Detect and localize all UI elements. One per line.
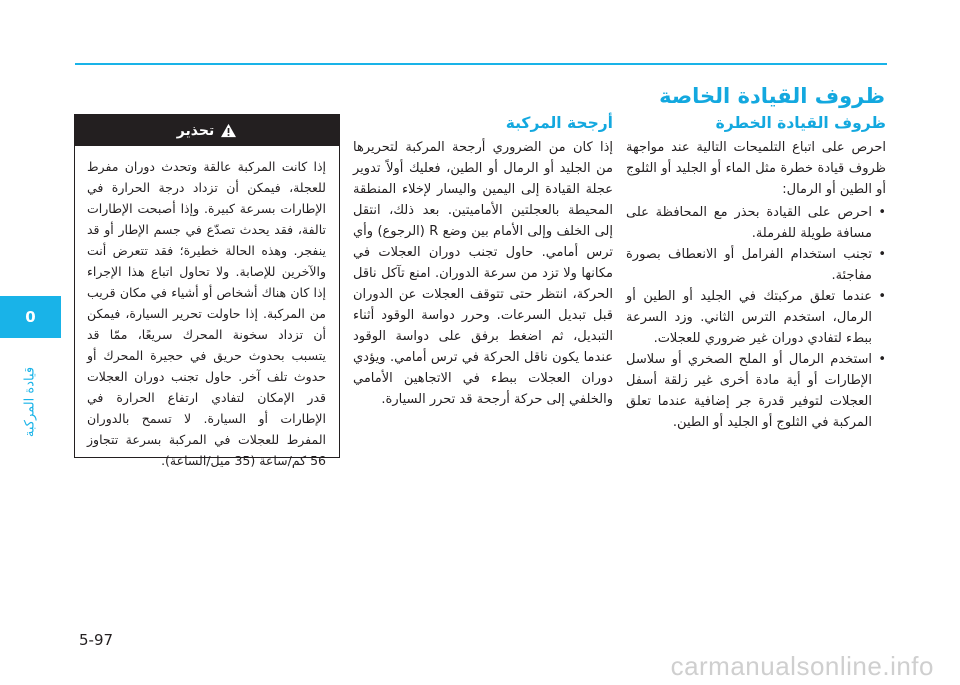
- tips-list: [626, 202, 886, 433]
- section-body: إذا كان من الضروري أرجحة المركبة لتحريرها من الجليد أو الرمال أو الطين، فعليك أولاً تدوير عجلة القيادة إلى اليمين واليسار لإخلاء المنطقة المحيطة بالعجلتين الأماميتين. بعد ذلك، انتقل إلى الخلف وإلى الأمام بين وضع R (الرجوع) وأي ترس أمامي. حاول تجنب دوران العجلات في مكانها ولا تزد من سرعة الدوران. امنع تآكل ناقل الحركة، انتظر حتى تتوقف العجلات عن الدوران قبل تبديل السرعات. وحرر دواسة الوقود أثناء التبديل، ثم اضغط برفق على دواسة الوقود عندما يكون ناقل الحركة في ترس أمامي. ويؤدي دوران العجلات ببطء في الاتجاهين الأمامي والخلفي إلى حركة أرجحة قد تحرر السيارة.: [353, 140, 613, 407]
- warning-header: [75, 115, 339, 146]
- dangerous-conditions-section: [626, 113, 886, 433]
- section-intro: احرص على اتباع التلميحات التالية عند مواجهة ظروف قيادة خطرة مثل الماء أو الجليد أو الثلوج أو الطين أو الرمال:: [626, 140, 886, 197]
- list-item: • عندما تعلق مركبتك في الجليد أو الطين أو الرمال، استخدم الترس الثاني. وزد السرعة ببطء لتفادي دوران غير ضروري للعجلات.: [626, 286, 872, 349]
- page-title: ظروف القيادة الخاصة: [659, 84, 885, 108]
- warning-triangle-icon: [220, 123, 237, 138]
- section-heading: أرجحة المركبة: [505, 114, 613, 132]
- chapter-tab: [0, 296, 61, 338]
- warning-box: [74, 114, 340, 468]
- page-number: 5-97: [79, 631, 114, 649]
- chapter-number: 0: [25, 308, 36, 326]
- watermark: carmanualsonline.info: [670, 651, 934, 681]
- warning-text: إذا كانت المركبة عالقة وتحدث دوران مفرط للعجلة، فيمكن أن تزداد درجة الحرارة في الإطارات بسرعة كبيرة. وإذا أصبحت الإطارات تالفة، فقد يحدث تصدّع في جسم الإطار أو قد ينفجر. وهذه الحالة خطيرة؛ فقد تتعرض أنت والآخرين للإصابة. ولا تحاول اتباع هذا الإجراء إذا كان هناك أشخاص أو أشياء في مكان قريب من المركبة. إذا حاولت تحرير السيارة، فيمكن أن تزداد سخونة المحرك سريعًا، ممّا قد يتسبب بحدوث حريق في حجيرة المحرك أو حدوث تلف آخر. حاول تجنب دوران العجلات قدر الإمكان لتفادي ارتفاع الحرارة في الإطارات أو السيارة. لا تسمح بالدوران المفرط للعجلات في المركبة بسرعة تتجاوز 56 كم/ساعة (35 ميل/الساعة).: [87, 159, 326, 468]
- list-item: • احرص على القيادة بحذر مع المحافظة على مسافة طويلة للفرملة.: [626, 202, 872, 244]
- rocking-section: [353, 113, 613, 410]
- list-item: • تجنب استخدام الفرامل أو الانعطاف بصورة مفاجئة.: [626, 244, 872, 286]
- chapter-label: قيادة المركبة: [22, 366, 38, 438]
- list-item: • استخدم الرمال أو الملح الصخري أو سلاسل الإطارات أو أية مادة أخرى غير زلقة أسفل العجلات لتوفير قدرة جر إضافية عندما تعلق المركبة في الثلوج أو الجليد أو الطين.: [626, 349, 872, 433]
- warning-title: تحذير: [176, 122, 215, 139]
- header-rule: [75, 63, 887, 65]
- section-heading: ظروف القيادة الخطرة: [715, 114, 886, 132]
